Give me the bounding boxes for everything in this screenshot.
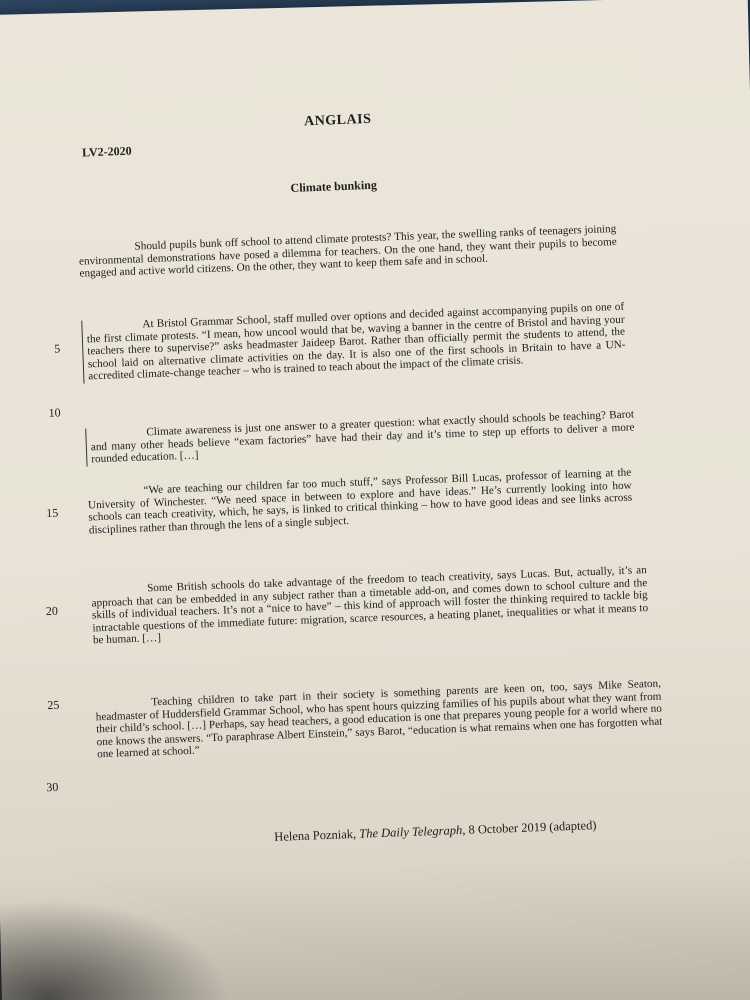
line-number: 20	[45, 603, 59, 619]
source-date: , 8 October 2019 (adapted)	[461, 818, 597, 838]
exam-code: LV2-2020	[81, 143, 132, 160]
paragraph-creativity: Some British schools do take advantage of the freedom to teach creativity, says Lucas. But, actually, it’s an approach that can be embedded in any subject rather than a timetable add-on, and comes down to school culture and the skills of individual teachers. It’s not a “nice to have” – this kind of approach will foster the thinking required to tackle big intractable questions of the immediate future: migration, scarce resources, a heating planet, inequalities or what it means to be human. […]	[91, 564, 649, 647]
paragraph-lucas: “We are teaching our children far too much stuff,” says Professor Bill Lucas, professor of learning at the University of Winchester. “We need space in between to explore and have ideas.” He’s currently looking into how schools can teach creativity, which, he says, is linked to critical thinking – how to have good ideas and see links across disciplines rather than through the lens of a single subject.	[87, 466, 633, 537]
subject-heading: ANGLAIS	[303, 111, 372, 130]
line-number: 25	[47, 697, 60, 713]
article-title: Climate bunking	[290, 177, 378, 195]
line-number: 5	[53, 341, 61, 356]
line-number: 10	[48, 405, 61, 420]
article-source	[274, 818, 597, 845]
paragraph-bristol: At Bristol Grammar School, staff mulled over options and decided against accompanying pupils on one of the first climate protests. “I mean, how uncool would that be, waving a banner in the centre of Bristol and having your teachers there to supervise?” asks headmaster Jaideep Barot. Rather than officially permit the students to attend, the school laid on alternative climate activities on the day. It is also one of the first schools in Britain to have a UN-accredited climate-change teacher – who is trained to teach about the impact of the climate crisis.	[81, 301, 626, 384]
line-number: 15	[46, 505, 59, 521]
paragraph-intro: Should pupils bunk off school to attend climate protests? This year, the swelling ranks of teenagers joining environmental demonstrations have posed a dilemma for teachers. On the one hand, they want their pupils to become engaged and active world citizens. On the other, they want to keep them safe and in school.	[78, 222, 617, 280]
paragraph-awareness: Climate awareness is just one answer to a greater question: what exactly should schools be teaching? Barot and many other heads believe “exam factories” have had their day and it’s time to step up efforts to deliver a more rounded education. […]	[85, 408, 635, 466]
line-number: 30	[46, 779, 59, 795]
source-author: Helena Pozniak,	[274, 826, 360, 844]
source-publication: The Daily Telegraph	[359, 823, 463, 841]
paragraph-society: Teaching children to take part in their society is something parents are keen on, too, says Mike Seaton, headmaster of Huddersfield Grammar School, who has spent hours quizzing families of his pupils about what they want from their child’s school. […] Perhaps, say head teachers, a good education is one that prepares young people for a world where no one knows the answers. “To paraphrase Albert Einstein,” says Barot, “education is what remains when one has forgotten what one learned at school.”	[95, 677, 663, 761]
